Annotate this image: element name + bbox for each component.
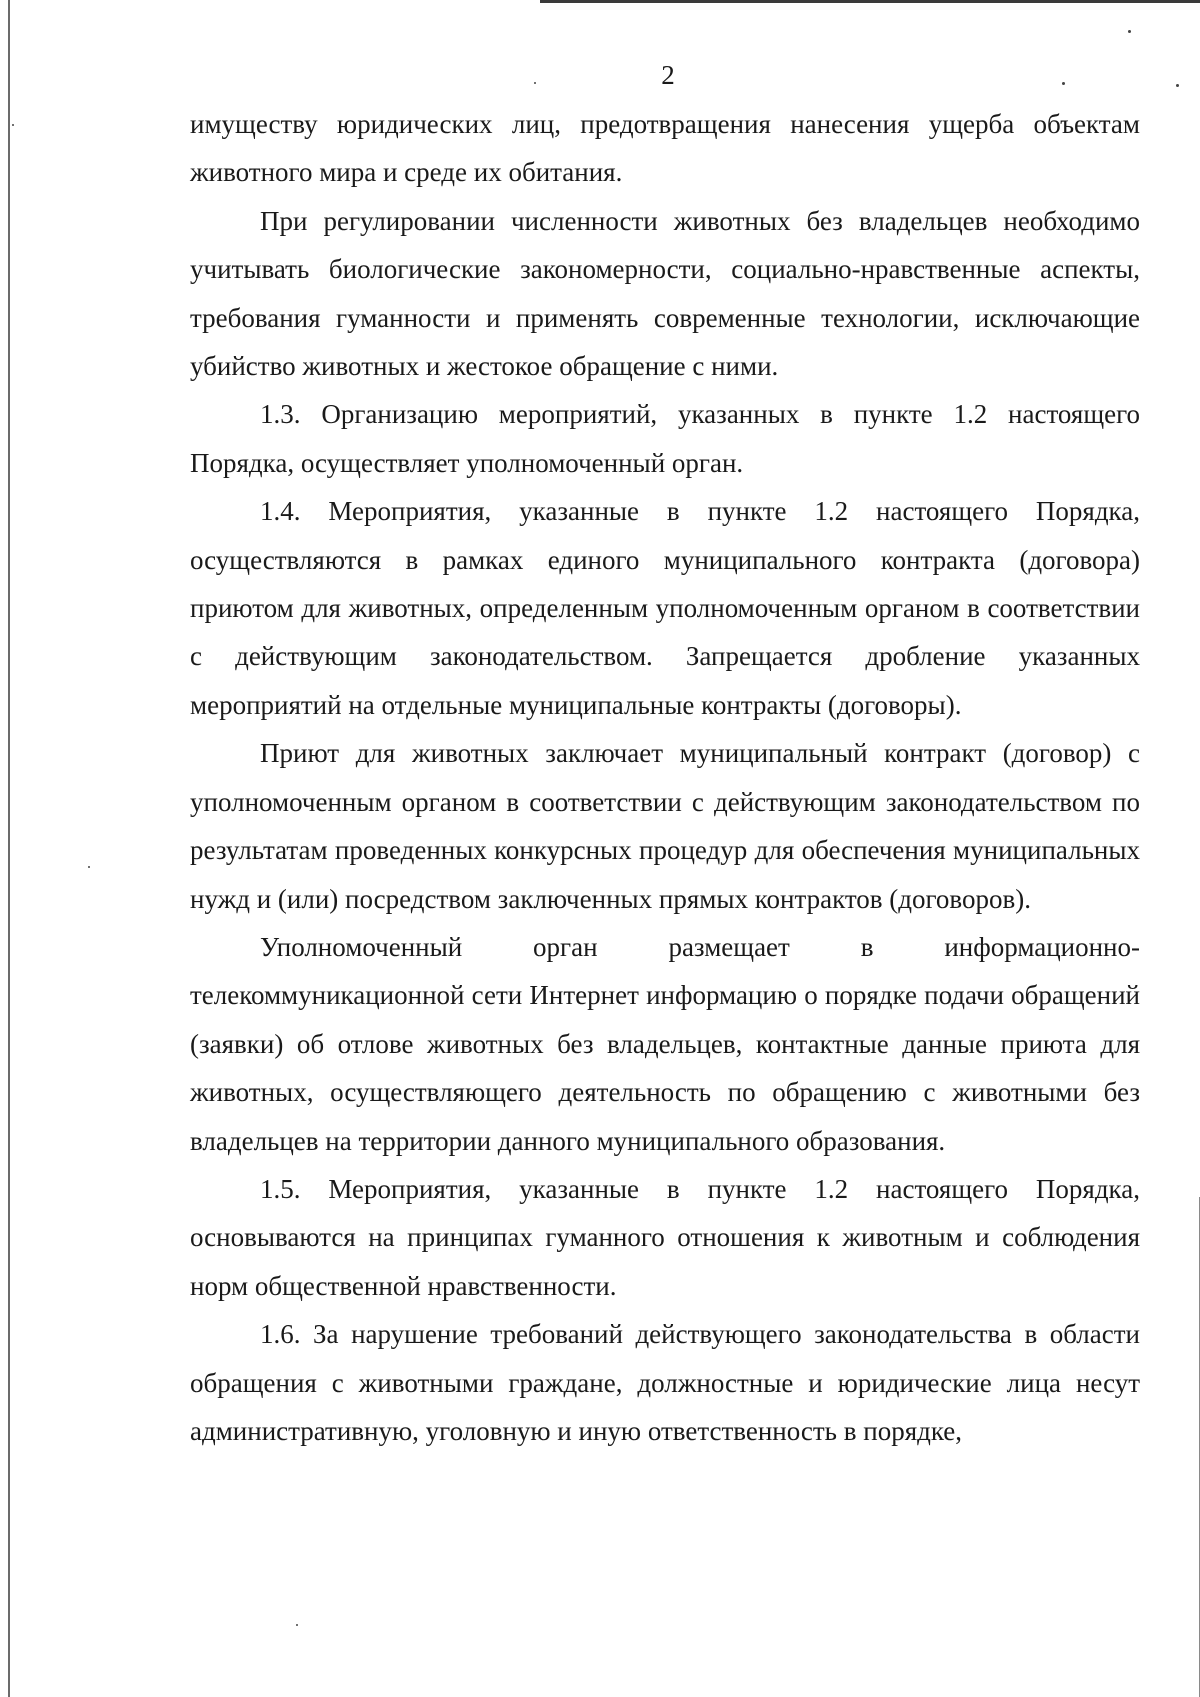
scan-speck <box>296 1624 298 1626</box>
scan-speck <box>88 866 90 868</box>
scan-speck <box>12 124 14 126</box>
paragraph: 1.6. За нарушение требований действующего законодательства в области обращения с животными граждане, должностные и юридические лица несут административную, уголовную и иную ответственность в порядке, <box>190 1319 1140 1446</box>
paragraph: Уполномоченный орган размещает в информационно-телекоммуникационной сети Интернет информацию о порядке подачи обращений (заявки) об отлове животных без владельцев, контактные данные приюта для животных, осуществляющего деятельность по обращению с животными без владельцев на территории данного муниципального образования. <box>190 931 1140 1156</box>
paragraph: 1.3. Организацию мероприятий, указанных в пункте 1.2 настоящего Порядка, осуществляет уполномоченный орган. <box>190 399 1140 478</box>
paragraph: 1.4. Мероприятия, указанные в пункте 1.2 настоящего Порядка, осуществляются в рамках единого муниципального контракта (договора) приютом для животных, определенным уполномоченным органом в соответствии с действующим законодательством. Запрещается дробление указанных мероприятий на отдельные муниципальные контракты (договоры). <box>190 496 1140 720</box>
scan-speck <box>1128 30 1131 33</box>
paragraph: 1.5. Мероприятия, указанные в пункте 1.2 настоящего Порядка, основываются на принципах гуманного отношения к животным и соблюдения норм общественной нравственности. <box>190 1173 1140 1301</box>
scan-edge-left <box>8 0 10 1697</box>
page-number: 2 <box>661 60 675 90</box>
paragraph: Приют для животных заключает муниципальный контракт (договор) с уполномоченным органом в соответствии с действующим законодательством по результатам проведенных конкурсных процедур для обеспечения муниципальных нужд и (или) посредством заключенных прямых контрактов (договоров). <box>190 738 1140 914</box>
document-body <box>190 100 1140 1455</box>
scan-edge-top <box>540 0 1200 3</box>
paragraph: При регулировании численности животных без владельцев необходимо учитывать биологические закономерности, социально-нравственные аспекты, требования гуманности и применять современные технологии, исключающие убийство животных и жестокое обращение с ними. <box>190 205 1140 382</box>
paragraph: имуществу юридических лиц, предотвращения нанесения ущерба объектам животного мира и среде их обитания. <box>190 109 1140 188</box>
